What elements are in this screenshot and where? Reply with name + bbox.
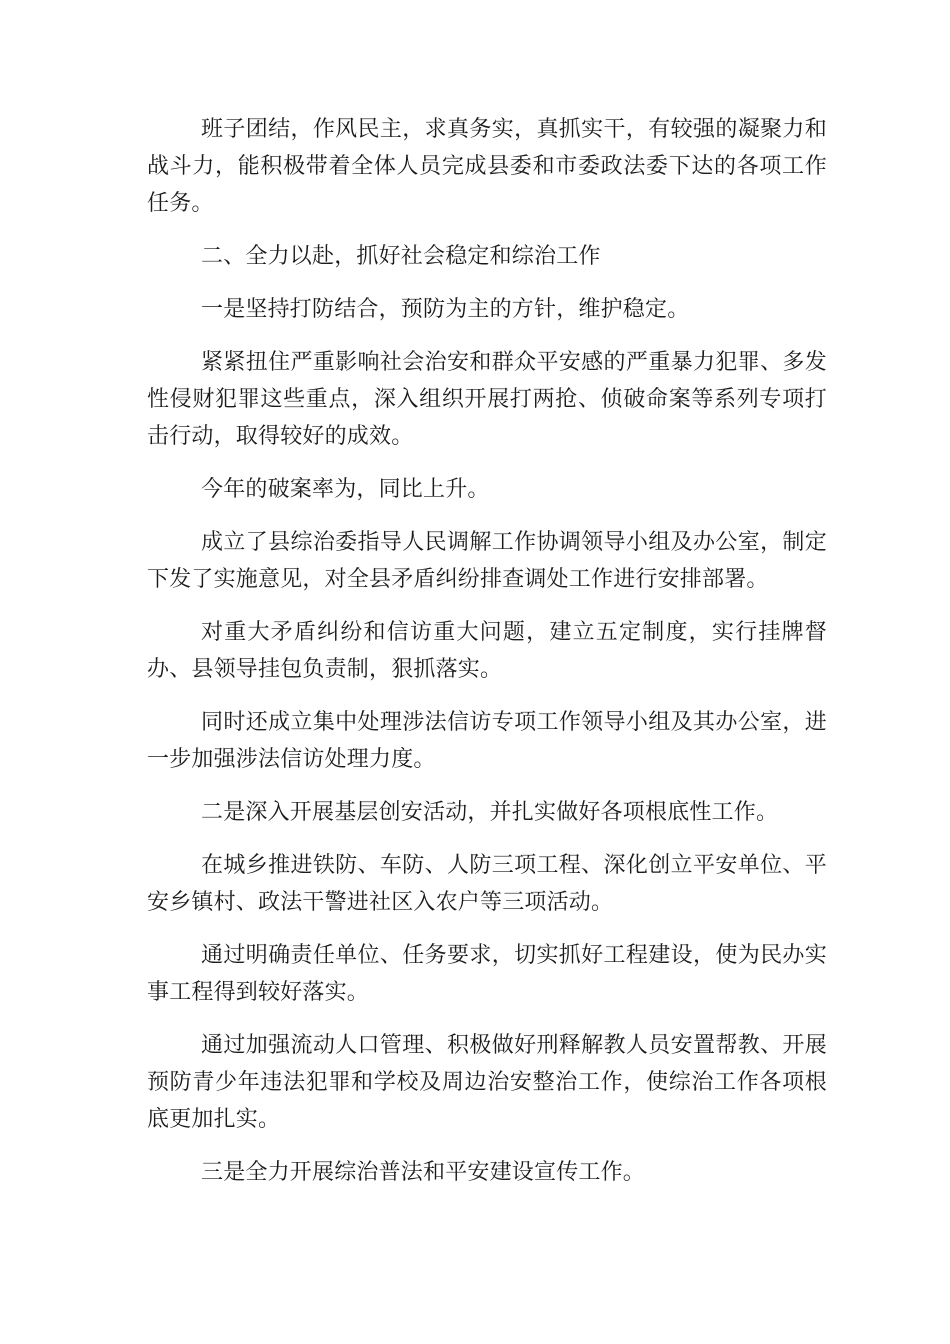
- paragraph-5: 成立了县综治委指导人民调解工作协调领导小组及办公室，制定下发了实施意见，对全县矛盾纠纷排查调处工作进行安排部署。: [147, 530, 827, 592]
- paragraph-4: 今年的破案率为，同比上升。: [201, 477, 490, 502]
- paragraph-7: 同时还成立集中处理涉法信访专项工作领导小组及其办公室，进一步加强涉法信访处理力度。: [147, 710, 827, 772]
- paragraph-1: 班子团结，作风民主，求真务实，真抓实干，有较强的凝聚力和战斗力，能积极带着全体人员完成县委和市委政法委下达的各项工作任务。: [147, 117, 827, 216]
- paragraph-8: 二是深入开展基层创安活动，并扎实做好各项根底性工作。: [201, 800, 779, 825]
- paragraph-3: 紧紧扭住严重影响社会治安和群众平安感的严重暴力犯罪、多发性侵财犯罪这些重点，深入组织开展打两抢、侦破命案等系列专项打击行动，取得较好的成效。: [147, 350, 827, 449]
- paragraph-10: 通过明确责任单位、任务要求，切实抓好工程建设，使为民办实事工程得到较好落实。: [147, 943, 827, 1005]
- paragraph-6: 对重大矛盾纠纷和信访重大问题，建立五定制度，实行挂牌督办、县领导挂包负责制，狠抓落实。: [147, 620, 827, 682]
- paragraph-2: 一是坚持打防结合，预防为主的方针，维护稳定。: [201, 297, 690, 322]
- paragraph-12: 三是全力开展综治普法和平安建设宣传工作。: [201, 1160, 646, 1185]
- paragraph-11: 通过加强流动人口管理、积极做好刑释解教人员安置帮教、开展预防青少年违法犯罪和学校及周边治安整治工作，使综治工作各项根底更加扎实。: [147, 1033, 827, 1132]
- section-heading: 二、全力以赴，抓好社会稳定和综治工作: [201, 244, 601, 269]
- paragraph-9: 在城乡推进铁防、车防、人防三项工程、深化创立平安单位、平安乡镇村、政法干警进社区入农户等三项活动。: [147, 853, 827, 915]
- document-body: [147, 111, 827, 1191]
